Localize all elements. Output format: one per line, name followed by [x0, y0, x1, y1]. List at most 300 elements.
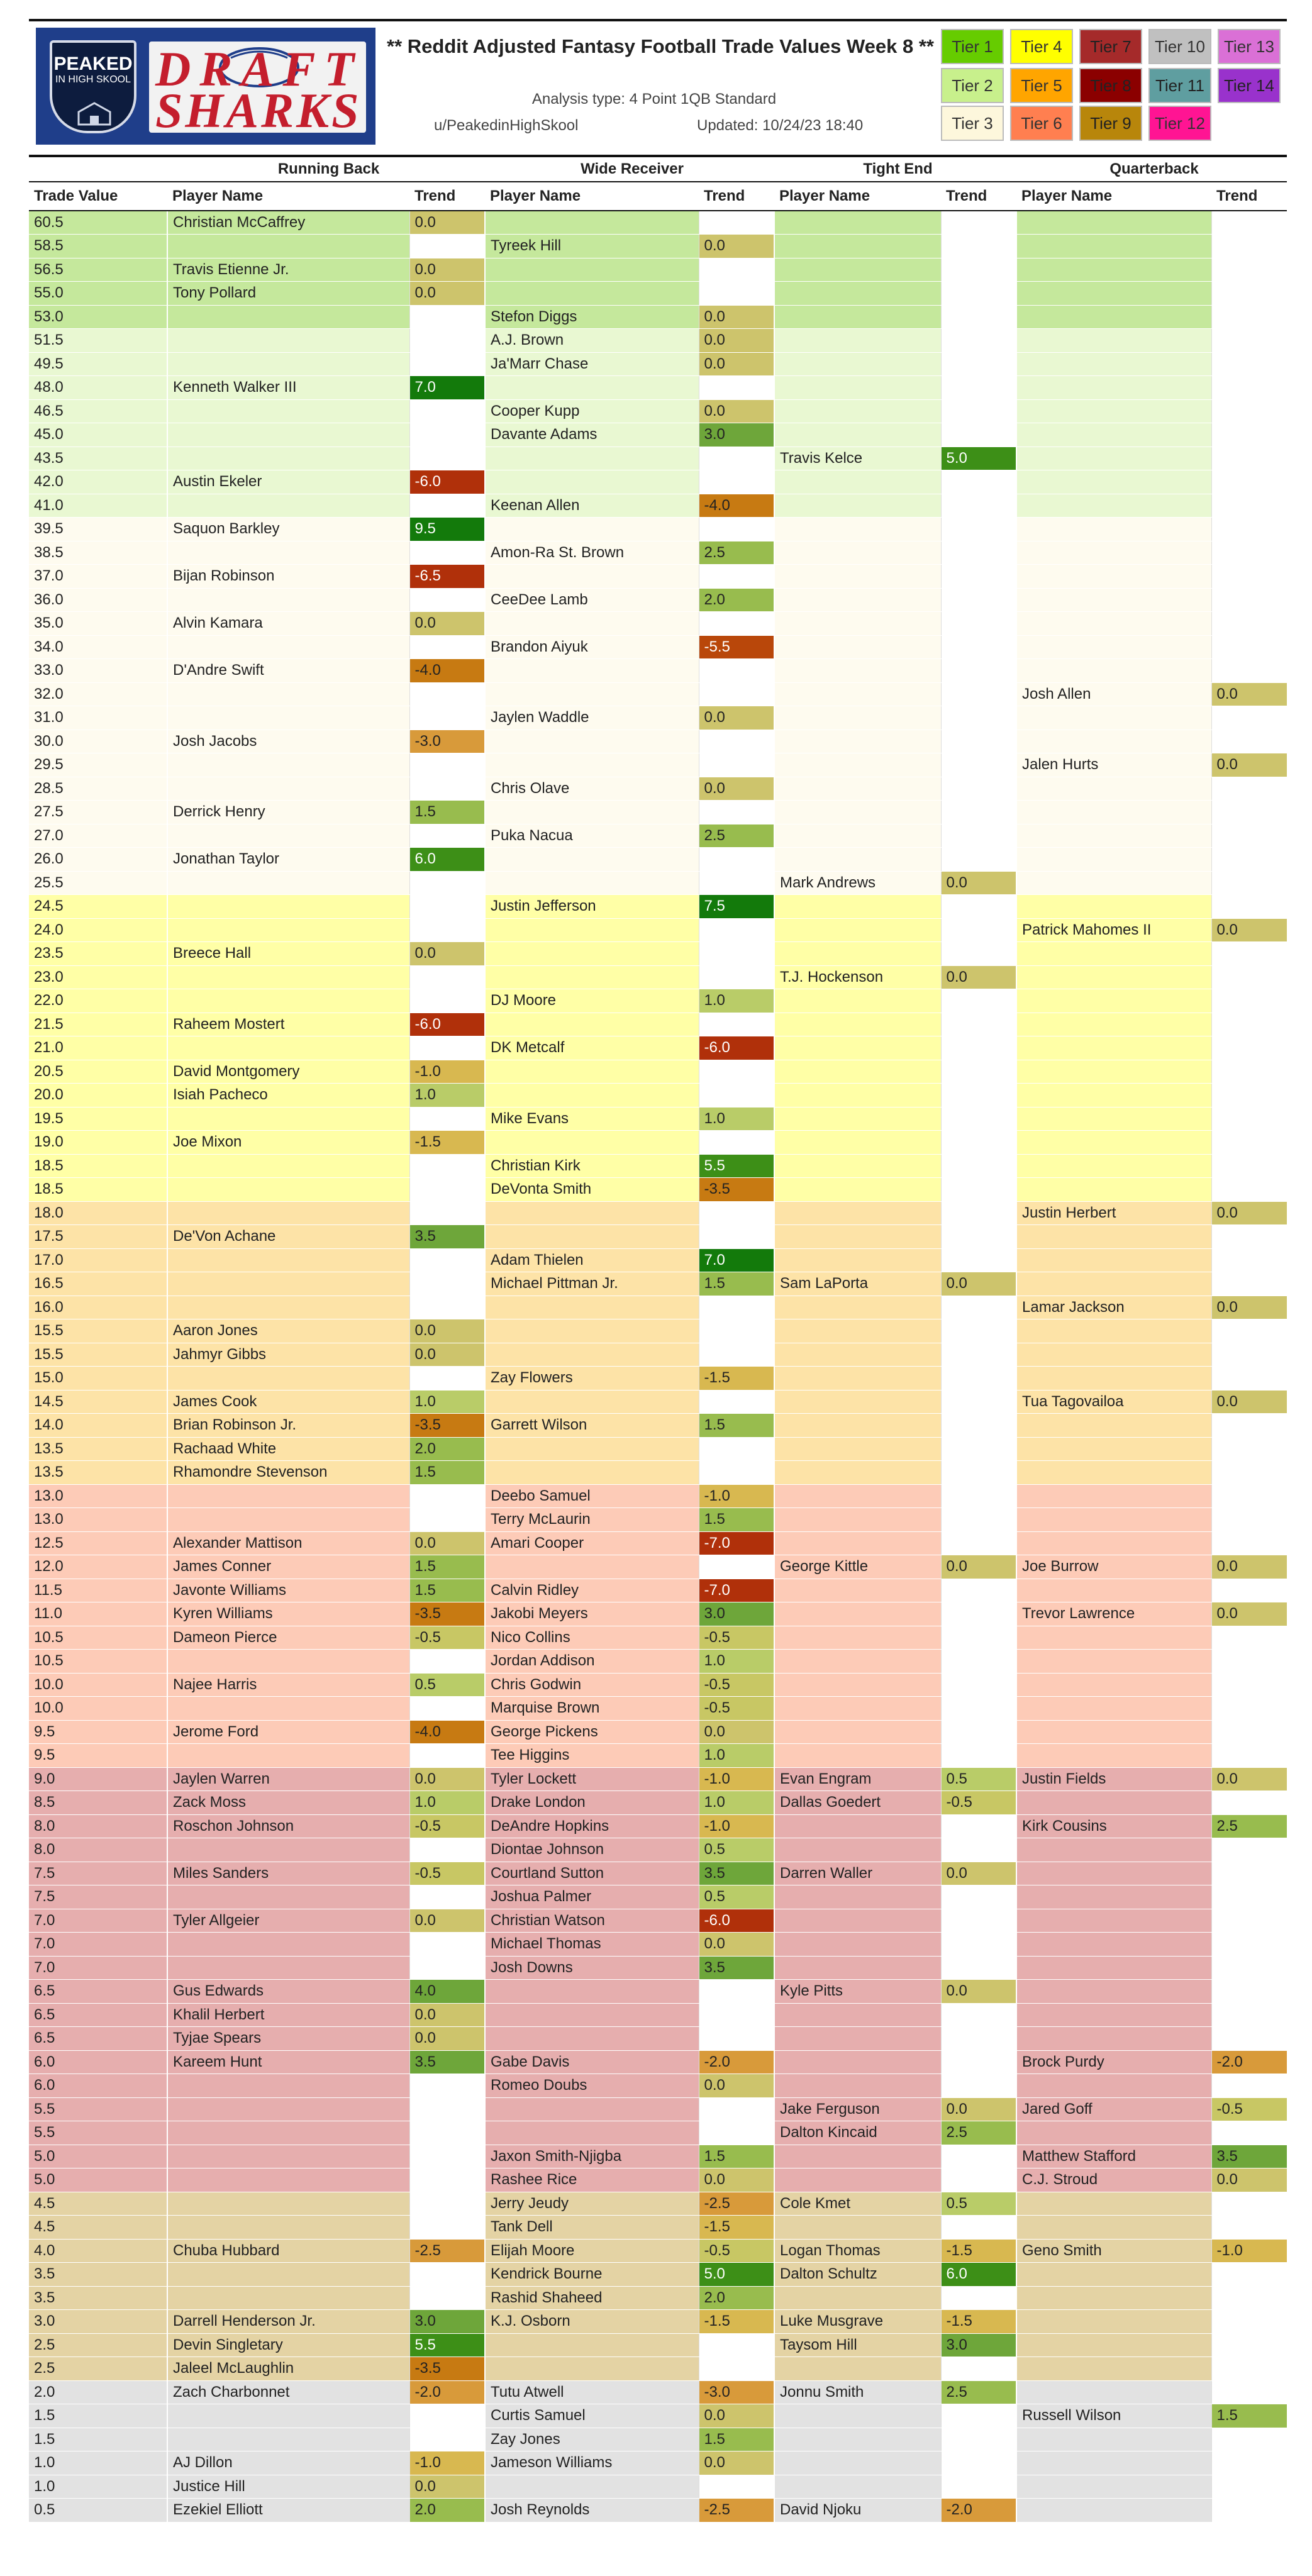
table-row: [29, 2050, 1287, 2074]
wr-trend-cell: 1.5: [699, 1508, 774, 1532]
wr-player-cell: Rashee Rice: [485, 2168, 699, 2192]
qb-trend-cell: [1211, 1343, 1287, 1367]
rb-trend-cell: [409, 1484, 485, 1508]
table-row: [29, 235, 1287, 258]
wr-trend-cell: 0.0: [699, 2168, 774, 2192]
trade-value-cell: 10.5: [29, 1626, 167, 1650]
qb-player-cell: [1016, 730, 1211, 753]
qb-player-cell: [1016, 1131, 1211, 1155]
qb-trend-cell: 3.5: [1211, 2145, 1287, 2168]
qb-trend-cell: [1211, 1367, 1287, 1391]
wr-trend-cell: -0.5: [699, 1626, 774, 1650]
table-row: [29, 1673, 1287, 1697]
qb-trend-cell: [1211, 824, 1287, 848]
trade-value-cell: 4.5: [29, 2192, 167, 2216]
rb-trend-cell: [409, 541, 485, 565]
table-row: [29, 1272, 1287, 1296]
te-trend-cell: 2.5: [941, 2121, 1016, 2145]
wr-player-cell: Brandon Aiyuk: [485, 635, 699, 659]
column-header: Trend: [941, 182, 1016, 211]
wr-trend-cell: [699, 659, 774, 683]
wr-trend-cell: 2.5: [699, 824, 774, 848]
wr-player-cell: A.J. Brown: [485, 329, 699, 353]
te-player-cell: [774, 1579, 941, 1602]
te-player-cell: Luke Musgrave: [774, 2310, 941, 2334]
rb-player-cell: Zack Moss: [167, 1791, 409, 1815]
wr-trend-cell: 0.0: [699, 2074, 774, 2098]
te-player-cell: [774, 1720, 941, 1744]
wr-player-cell: [485, 612, 699, 636]
qb-trend-cell: [1211, 1933, 1287, 1957]
trade-value-cell: 36.0: [29, 588, 167, 612]
qb-player-cell: Matthew Stafford: [1016, 2145, 1211, 2168]
te-player-cell: [774, 1178, 941, 1202]
rb-trend-cell: 3.0: [409, 2310, 485, 2334]
table-row: [29, 801, 1287, 824]
wr-player-cell: DK Metcalf: [485, 1036, 699, 1060]
table-row: [29, 635, 1287, 659]
te-player-cell: Evan Engram: [774, 1767, 941, 1791]
rb-trend-cell: -3.5: [409, 1414, 485, 1438]
te-trend-cell: [941, 706, 1016, 730]
trade-value-cell: 11.5: [29, 1579, 167, 1602]
qb-trend-cell: 0.0: [1211, 1767, 1287, 1791]
table-row: [29, 871, 1287, 895]
te-player-cell: [774, 2003, 941, 2027]
te-trend-cell: [941, 1720, 1016, 1744]
te-trend-cell: [941, 352, 1016, 376]
rb-trend-cell: -0.5: [409, 1626, 485, 1650]
rb-trend-cell: 0.0: [409, 1909, 485, 1933]
table-row: [29, 1131, 1287, 1155]
te-trend-cell: -0.5: [941, 1791, 1016, 1815]
rb-player-cell: [167, 1508, 409, 1532]
wr-player-cell: Zay Jones: [485, 2428, 699, 2451]
wr-player-cell: Josh Reynolds: [485, 2499, 699, 2523]
rb-player-cell: Bijan Robinson: [167, 565, 409, 589]
trade-value-cell: 0.5: [29, 2499, 167, 2523]
table-row: [29, 2475, 1287, 2499]
te-trend-cell: [941, 824, 1016, 848]
trade-value-cell: 42.0: [29, 470, 167, 494]
table-row: [29, 942, 1287, 966]
wr-player-cell: [485, 1980, 699, 2004]
table-row: [29, 2404, 1287, 2428]
qb-trend-cell: [1211, 2451, 1287, 2475]
qb-player-cell: [1016, 1178, 1211, 1202]
trade-value-cell: 39.5: [29, 518, 167, 541]
trade-value-cell: 12.5: [29, 1531, 167, 1555]
wr-trend-cell: 1.5: [699, 2428, 774, 2451]
qb-trend-cell: [1211, 1956, 1287, 1980]
wr-trend-cell: [699, 2333, 774, 2357]
qb-player-cell: [1016, 965, 1211, 989]
rb-player-cell: Tyler Allgeier: [167, 1909, 409, 1933]
wr-trend-cell: [699, 1343, 774, 1367]
qb-trend-cell: [1211, 258, 1287, 282]
wr-trend-cell: 0.0: [699, 706, 774, 730]
rb-player-cell: Darrell Henderson Jr.: [167, 2310, 409, 2334]
wr-player-cell: Amon-Ra St. Brown: [485, 541, 699, 565]
wr-player-cell: [485, 1060, 699, 1084]
trade-value-cell: 7.0: [29, 1956, 167, 1980]
qb-player-cell: [1016, 2121, 1211, 2145]
wr-trend-cell: [699, 1084, 774, 1108]
te-trend-cell: [941, 565, 1016, 589]
trade-value-cell: 15.0: [29, 1367, 167, 1391]
te-player-cell: [774, 1885, 941, 1909]
table-row: [29, 2428, 1287, 2451]
trade-value-cell: 38.5: [29, 541, 167, 565]
rb-player-cell: Aaron Jones: [167, 1319, 409, 1343]
rb-player-cell: Jahmyr Gibbs: [167, 1343, 409, 1367]
tier-swatch: Tier 10: [1148, 29, 1211, 64]
rb-player-cell: Jerome Ford: [167, 1720, 409, 1744]
rb-trend-cell: -0.5: [409, 1862, 485, 1885]
wr-trend-cell: [699, 518, 774, 541]
trade-value-cell: 5.5: [29, 2121, 167, 2145]
table-row: [29, 2145, 1287, 2168]
wr-trend-cell: 0.0: [699, 1720, 774, 1744]
rb-player-cell: Jaylen Warren: [167, 1767, 409, 1791]
rb-player-cell: [167, 965, 409, 989]
rb-player-cell: [167, 235, 409, 258]
column-header: Trade Value: [29, 182, 167, 211]
trade-value-cell: 20.5: [29, 1060, 167, 1084]
qb-trend-cell: [1211, 1980, 1287, 2004]
qb-trend-cell: 0.0: [1211, 1201, 1287, 1225]
rb-player-cell: Khalil Herbert: [167, 2003, 409, 2027]
rb-trend-cell: [409, 1956, 485, 1980]
qb-trend-cell: [1211, 541, 1287, 565]
te-trend-cell: [941, 1437, 1016, 1461]
rb-trend-cell: 7.0: [409, 376, 485, 400]
te-player-cell: [774, 1909, 941, 1933]
table-row: [29, 1414, 1287, 1438]
wr-player-cell: CeeDee Lamb: [485, 588, 699, 612]
te-player-cell: [774, 730, 941, 753]
qb-trend-cell: [1211, 989, 1287, 1013]
rb-trend-cell: 0.0: [409, 2475, 485, 2499]
trade-value-cell: 22.0: [29, 989, 167, 1013]
tier-swatch: Tier 14: [1218, 68, 1281, 103]
trade-value-cell: 10.5: [29, 1650, 167, 1674]
table-row: [29, 918, 1287, 942]
wr-player-cell: [485, 1461, 699, 1485]
rb-trend-cell: 3.5: [409, 1225, 485, 1249]
rb-player-cell: [167, 2404, 409, 2428]
te-player-cell: Kyle Pitts: [774, 1980, 941, 2004]
trade-value-cell: 46.5: [29, 399, 167, 423]
wr-player-cell: Cooper Kupp: [485, 399, 699, 423]
wr-player-cell: Nico Collins: [485, 1626, 699, 1650]
te-trend-cell: [941, 1956, 1016, 1980]
wr-trend-cell: [699, 1225, 774, 1249]
te-player-cell: Dallas Goedert: [774, 1791, 941, 1815]
wr-player-cell: [485, 470, 699, 494]
rb-player-cell: [167, 682, 409, 706]
qb-trend-cell: [1211, 942, 1287, 966]
te-player-cell: [774, 518, 941, 541]
te-player-cell: David Njoku: [774, 2499, 941, 2523]
qb-trend-cell: [1211, 235, 1287, 258]
rb-player-cell: [167, 1296, 409, 1319]
qb-trend-cell: -1.0: [1211, 2239, 1287, 2263]
te-trend-cell: [941, 1013, 1016, 1036]
qb-player-cell: Josh Allen: [1016, 682, 1211, 706]
te-trend-cell: [941, 305, 1016, 329]
qb-player-cell: Patrick Mahomes II: [1016, 918, 1211, 942]
rb-player-cell: [167, 2074, 409, 2098]
te-trend-cell: [941, 989, 1016, 1013]
trade-value-cell: 8.0: [29, 1838, 167, 1862]
table-row: [29, 777, 1287, 801]
te-trend-cell: [941, 1626, 1016, 1650]
rb-trend-cell: 0.0: [409, 258, 485, 282]
te-trend-cell: [941, 211, 1016, 235]
trade-value-cell: 56.5: [29, 258, 167, 282]
table-row: [29, 541, 1287, 565]
rb-trend-cell: [409, 2168, 485, 2192]
qb-player-cell: [1016, 2499, 1211, 2523]
te-player-cell: [774, 1367, 941, 1391]
qb-trend-cell: [1211, 895, 1287, 919]
trade-value-cell: 53.0: [29, 305, 167, 329]
table-row: [29, 352, 1287, 376]
wr-player-cell: George Pickens: [485, 1720, 699, 1744]
rb-player-cell: Tony Pollard: [167, 282, 409, 306]
rb-player-cell: Breece Hall: [167, 942, 409, 966]
te-player-cell: [774, 2027, 941, 2051]
qb-trend-cell: [1211, 1414, 1287, 1438]
qb-player-cell: Geno Smith: [1016, 2239, 1211, 2263]
qb-trend-cell: [1211, 1319, 1287, 1343]
table-row: [29, 2451, 1287, 2475]
qb-trend-cell: [1211, 2216, 1287, 2240]
table-row: [29, 1885, 1287, 1909]
rb-player-cell: [167, 1933, 409, 1957]
qb-player-cell: [1016, 1343, 1211, 1367]
qb-trend-cell: [1211, 2380, 1287, 2404]
te-trend-cell: -1.5: [941, 2239, 1016, 2263]
rb-trend-cell: -1.0: [409, 2451, 485, 2475]
rb-player-cell: David Montgomery: [167, 1060, 409, 1084]
te-player-cell: [774, 1390, 941, 1414]
wr-player-cell: Michael Pittman Jr.: [485, 1272, 699, 1296]
qb-trend-cell: 0.0: [1211, 1390, 1287, 1414]
wr-trend-cell: [699, 2097, 774, 2121]
table-row: [29, 1814, 1287, 1838]
wr-trend-cell: -1.5: [699, 2216, 774, 2240]
qb-player-cell: [1016, 1508, 1211, 1532]
rb-trend-cell: [409, 706, 485, 730]
wr-trend-cell: 1.5: [699, 1272, 774, 1296]
qb-trend-cell: [1211, 2192, 1287, 2216]
qb-player-cell: [1016, 848, 1211, 872]
updated-timestamp: Updated: 10/24/23 18:40: [697, 117, 864, 134]
trade-value-cell: 9.5: [29, 1744, 167, 1768]
te-player-cell: [774, 211, 941, 235]
wr-player-cell: Tyler Lockett: [485, 1767, 699, 1791]
rb-player-cell: Christian McCaffrey: [167, 211, 409, 235]
rb-trend-cell: [409, 1650, 485, 1674]
rb-trend-cell: [409, 777, 485, 801]
trade-value-cell: 13.5: [29, 1461, 167, 1485]
qb-player-cell: Justin Fields: [1016, 1767, 1211, 1791]
rb-trend-cell: [409, 635, 485, 659]
te-trend-cell: [941, 1650, 1016, 1674]
wr-trend-cell: -3.0: [699, 2380, 774, 2404]
qb-trend-cell: [1211, 659, 1287, 683]
trade-value-cell: 14.0: [29, 1414, 167, 1438]
qb-player-cell: [1016, 376, 1211, 400]
qb-player-cell: C.J. Stroud: [1016, 2168, 1211, 2192]
qb-trend-cell: [1211, 1508, 1287, 1532]
trade-value-cell: 21.0: [29, 1036, 167, 1060]
wr-trend-cell: -1.0: [699, 1484, 774, 1508]
table-row: [29, 895, 1287, 919]
qb-trend-cell: [1211, 1131, 1287, 1155]
qb-player-cell: [1016, 235, 1211, 258]
te-trend-cell: [941, 1531, 1016, 1555]
trade-value-cell: 19.0: [29, 1131, 167, 1155]
te-player-cell: [774, 2286, 941, 2310]
rb-trend-cell: [409, 2216, 485, 2240]
rb-trend-cell: 2.0: [409, 1437, 485, 1461]
rb-trend-cell: [409, 2428, 485, 2451]
rb-trend-cell: [409, 1272, 485, 1296]
rb-player-cell: [167, 1697, 409, 1721]
te-trend-cell: [941, 1885, 1016, 1909]
te-player-cell: Logan Thomas: [774, 2239, 941, 2263]
te-player-cell: [774, 1650, 941, 1674]
qb-player-cell: Kirk Cousins: [1016, 1814, 1211, 1838]
qb-player-cell: [1016, 1720, 1211, 1744]
table-row: [29, 824, 1287, 848]
trade-value-table: [29, 155, 1287, 2523]
qb-player-cell: [1016, 2286, 1211, 2310]
te-player-cell: [774, 305, 941, 329]
table-row: [29, 1838, 1287, 1862]
qb-player-cell: Brock Purdy: [1016, 2050, 1211, 2074]
qb-player-cell: [1016, 518, 1211, 541]
trade-value-cell: 6.0: [29, 2050, 167, 2074]
rb-trend-cell: [409, 1107, 485, 1131]
table-row: [29, 2121, 1287, 2145]
rb-trend-cell: -6.0: [409, 1013, 485, 1036]
wr-trend-cell: [699, 258, 774, 282]
rb-trend-cell: [409, 1154, 485, 1178]
trade-value-cell: 7.5: [29, 1885, 167, 1909]
te-player-cell: [774, 282, 941, 306]
wr-trend-cell: 1.5: [699, 1414, 774, 1438]
te-trend-cell: [941, 541, 1016, 565]
trade-value-cell: 6.5: [29, 2027, 167, 2051]
trade-value-cell: 9.5: [29, 1720, 167, 1744]
trade-value-cell: 11.0: [29, 1602, 167, 1626]
wr-player-cell: [485, 211, 699, 235]
te-player-cell: [774, 1154, 941, 1178]
qb-player-cell: [1016, 612, 1211, 636]
rb-trend-cell: -6.5: [409, 565, 485, 589]
wr-trend-cell: [699, 965, 774, 989]
te-trend-cell: [941, 730, 1016, 753]
wr-trend-cell: [699, 1319, 774, 1343]
qb-player-cell: [1016, 282, 1211, 306]
rb-player-cell: [167, 1484, 409, 1508]
qb-trend-cell: [1211, 470, 1287, 494]
qb-player-cell: [1016, 1225, 1211, 1249]
wr-player-cell: Elijah Moore: [485, 2239, 699, 2263]
te-player-cell: [774, 942, 941, 966]
rb-trend-cell: 0.0: [409, 942, 485, 966]
table-row: [29, 282, 1287, 306]
wr-trend-cell: [699, 2027, 774, 2051]
wr-trend-cell: [699, 2121, 774, 2145]
qb-player-cell: [1016, 801, 1211, 824]
qb-player-cell: [1016, 1036, 1211, 1060]
trade-value-cell: 5.5: [29, 2097, 167, 2121]
tier-swatch: Tier 6: [1010, 106, 1073, 141]
rb-player-cell: [167, 329, 409, 353]
rb-trend-cell: 9.5: [409, 518, 485, 541]
table-row: [29, 1343, 1287, 1367]
rb-trend-cell: [409, 1367, 485, 1391]
te-player-cell: [774, 824, 941, 848]
qb-trend-cell: [1211, 494, 1287, 518]
te-trend-cell: [941, 1296, 1016, 1319]
rb-trend-cell: [409, 2074, 485, 2098]
table-row: [29, 1579, 1287, 1602]
trade-value-cell: 31.0: [29, 706, 167, 730]
rb-player-cell: [167, 2192, 409, 2216]
trade-value-cell: 6.5: [29, 1980, 167, 2004]
table-row: [29, 1484, 1287, 1508]
wr-trend-cell: 0.0: [699, 777, 774, 801]
rb-trend-cell: 4.0: [409, 1980, 485, 2004]
rb-player-cell: James Conner: [167, 1555, 409, 1579]
te-player-cell: [774, 1933, 941, 1957]
qb-player-cell: [1016, 1107, 1211, 1131]
qb-trend-cell: [1211, 2121, 1287, 2145]
table-row: [29, 1767, 1287, 1791]
qb-trend-cell: [1211, 588, 1287, 612]
wr-player-cell: [485, 1390, 699, 1414]
wr-player-cell: Davante Adams: [485, 423, 699, 447]
rb-player-cell: [167, 989, 409, 1013]
trade-value-cell: 55.0: [29, 282, 167, 306]
rb-player-cell: [167, 541, 409, 565]
wr-trend-cell: [699, 1131, 774, 1155]
wr-player-cell: Chris Olave: [485, 777, 699, 801]
table-row: [29, 2168, 1287, 2192]
trade-value-cell: 1.0: [29, 2451, 167, 2475]
rb-trend-cell: [409, 399, 485, 423]
wr-trend-cell: [699, 1555, 774, 1579]
te-trend-cell: [941, 282, 1016, 306]
author: u/PeakedinHighSkool: [434, 117, 579, 134]
position-header: Quarterback: [1016, 156, 1287, 182]
rb-player-cell: [167, 494, 409, 518]
wr-player-cell: [485, 848, 699, 872]
trade-value-cell: 27.0: [29, 824, 167, 848]
wr-trend-cell: [699, 1296, 774, 1319]
te-trend-cell: [941, 1579, 1016, 1602]
qb-trend-cell: [1211, 423, 1287, 447]
rb-player-cell: D'Andre Swift: [167, 659, 409, 683]
te-trend-cell: [941, 2027, 1016, 2051]
te-trend-cell: [941, 2286, 1016, 2310]
